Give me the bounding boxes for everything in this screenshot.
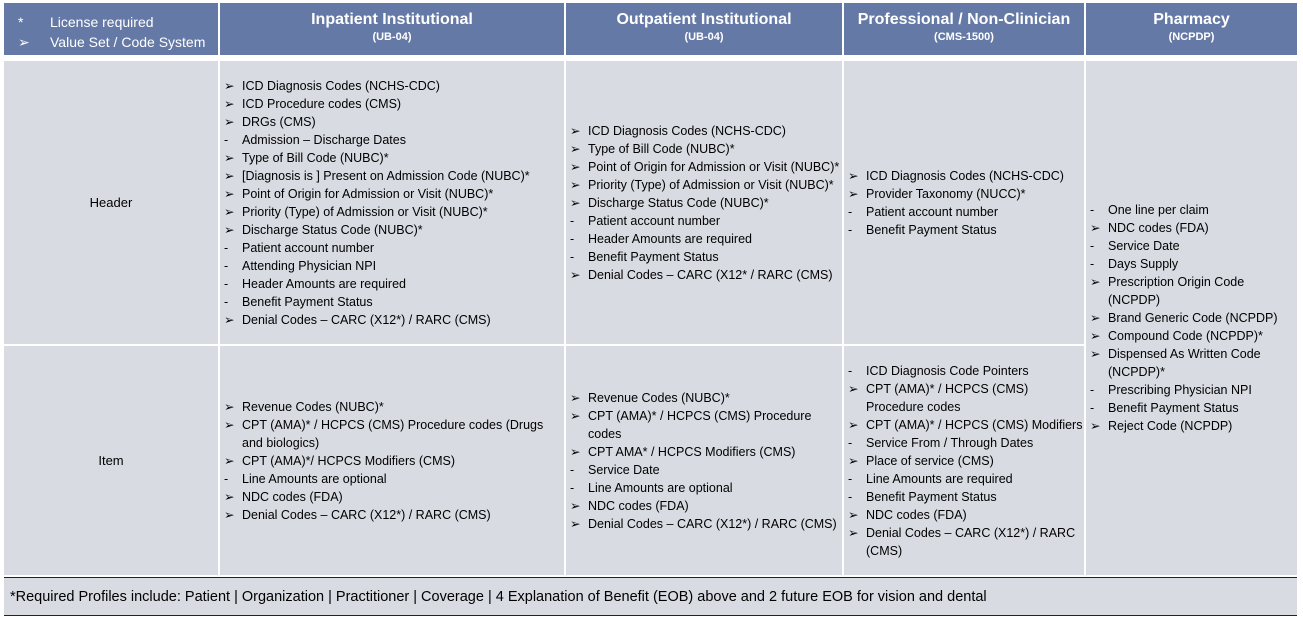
list-item-text: CPT (AMA)* / HCPCS (CMS) Procedure codes (Drugs and biologics)	[242, 417, 544, 450]
list-item	[848, 380, 1084, 416]
arrow-bullet-icon: ➢	[224, 417, 235, 432]
dash-bullet-icon: -	[848, 471, 853, 486]
list-item-text: Denial Codes – CARC (X12*) / RARC (CMS)	[242, 312, 491, 327]
pharmacy-cell	[1086, 61, 1297, 575]
list-item-text: Discharge Status Code (NUBC)*	[242, 222, 423, 237]
list-item	[570, 122, 842, 140]
arrow-bullet-icon: ➢	[224, 186, 235, 201]
list-item	[570, 515, 842, 533]
asterisk-icon: *	[18, 14, 24, 30]
item-professional-cell	[844, 346, 1084, 575]
arrow-bullet-icon: ➢	[570, 159, 581, 174]
header-outpatient-list	[570, 122, 842, 284]
list-item	[1090, 417, 1297, 435]
list-item-text: NDC codes (FDA)	[588, 498, 689, 513]
list-item	[224, 185, 564, 203]
arrow-bullet-icon: ➢	[848, 381, 859, 396]
list-item-text: Patient account number	[588, 213, 721, 228]
dash-bullet-icon: -	[1090, 383, 1095, 397]
list-item-text: Point of Origin for Admission or Visit (NUBC)*	[242, 186, 494, 201]
list-item-text: Service From / Through Dates	[866, 435, 1034, 450]
list-item	[848, 506, 1084, 524]
list-item	[570, 407, 842, 443]
list-item	[570, 158, 842, 176]
list-item	[848, 167, 1084, 185]
list-item	[570, 176, 842, 194]
list-item-text: ICD Diagnosis Codes (NCHS-CDC)	[588, 123, 786, 138]
header-inpatient-list	[224, 77, 564, 329]
list-item	[224, 416, 564, 452]
list-item	[570, 266, 842, 284]
list-item	[570, 194, 842, 212]
column-header-professional: Professional / Non-Clinician (CMS-1500)	[844, 3, 1084, 55]
dash-bullet-icon: -	[848, 489, 853, 504]
legend-item-license: * License required	[18, 14, 154, 30]
arrow-bullet-icon: ➢	[1090, 221, 1101, 235]
list-item-text: Revenue Codes (NUBC)*	[588, 390, 730, 405]
list-item-text: Benefit Payment Status	[866, 489, 997, 504]
list-item	[1090, 219, 1297, 237]
list-item	[570, 497, 842, 515]
dash-bullet-icon: -	[224, 276, 229, 291]
list-item	[570, 461, 842, 479]
column-header-outpatient: Outpatient Institutional (UB-04)	[566, 3, 842, 55]
list-item-text: Place of service (CMS)	[866, 453, 994, 468]
list-item-text: Header Amounts are required	[588, 231, 752, 246]
dash-bullet-icon: -	[1090, 239, 1095, 253]
header-professional-list	[848, 167, 1084, 239]
column-header-inpatient: Inpatient Institutional (UB-04)	[220, 3, 564, 55]
list-item-text: Prescription Origin Code (NCPDP)	[1108, 275, 1245, 307]
list-item	[224, 293, 564, 311]
list-item	[1090, 273, 1297, 309]
list-item-text: ICD Diagnosis Codes (NCHS-CDC)	[242, 78, 440, 93]
list-item-text: Priority (Type) of Admission or Visit (NUBC)*	[242, 204, 488, 219]
list-item	[848, 185, 1084, 203]
arrow-bullet-icon: ➢	[570, 498, 581, 513]
item-inpatient-cell	[220, 346, 564, 575]
list-item-text: Benefit Payment Status	[242, 294, 373, 309]
list-item	[224, 470, 564, 488]
list-item	[1090, 237, 1297, 255]
arrow-bullet-icon: ➢	[570, 444, 581, 459]
list-item-text: Attending Physician NPI	[242, 258, 377, 273]
arrow-bullet-icon: ➢	[224, 312, 235, 327]
list-item-text: Type of Bill Code (NUBC)*	[242, 150, 389, 165]
list-item	[224, 113, 564, 131]
list-item-text: Brand Generic Code (NCPDP)	[1108, 311, 1278, 325]
dash-bullet-icon: -	[1090, 257, 1095, 271]
list-item	[848, 221, 1084, 239]
list-item-text: Denial Codes – CARC (X12*) / RARC (CMS)	[588, 516, 837, 531]
list-item-text: Denial Codes – CARC (X12*) / RARC (CMS)	[242, 507, 491, 522]
arrow-bullet-icon: ➢	[224, 204, 235, 219]
list-item	[224, 167, 564, 185]
arrow-bullet-icon: ➢	[224, 489, 235, 504]
arrow-bullet-icon: ➢	[224, 168, 235, 183]
arrow-bullet-icon: ➢	[1090, 311, 1101, 325]
list-item-text: Line Amounts are optional	[588, 480, 733, 495]
dash-bullet-icon: -	[848, 435, 853, 450]
arrow-bullet-icon: ➢	[570, 267, 581, 282]
list-item-text: Reject Code (NCPDP)	[1108, 419, 1233, 433]
list-item	[848, 470, 1084, 488]
list-item	[570, 248, 842, 266]
list-item-text: DRGs (CMS)	[242, 114, 316, 129]
arrow-bullet-icon: ➢	[848, 417, 859, 432]
dash-bullet-icon: -	[224, 471, 229, 486]
list-item-text: Priority (Type) of Admission or Visit (NUBC)*	[588, 177, 834, 192]
list-item	[848, 362, 1084, 380]
arrow-bullet-icon: ➢	[570, 141, 581, 156]
list-item	[1090, 381, 1297, 399]
list-item-text: [Diagnosis is ] Present on Admission Code (NUBC)*	[242, 168, 530, 183]
list-item	[570, 479, 842, 497]
list-item	[224, 506, 564, 524]
list-item	[224, 275, 564, 293]
list-item-text: CPT AMA* / HCPCS Modifiers (CMS)	[588, 444, 796, 459]
list-item-text: NDC codes (FDA)	[242, 489, 343, 504]
item-outpatient-list	[570, 389, 842, 533]
dash-bullet-icon: -	[224, 294, 229, 309]
list-item	[224, 311, 564, 329]
list-item	[570, 212, 842, 230]
list-item-text: Denial Codes – CARC (X12*) / RARC (CMS)	[866, 525, 1076, 558]
arrow-bullet-icon: ➢	[570, 195, 581, 210]
list-item	[224, 77, 564, 95]
column-header-pharmacy: Pharmacy (NCPDP)	[1086, 3, 1297, 55]
arrow-bullet-icon: ➢	[224, 507, 235, 522]
list-item-text: CPT (AMA)* / HCPCS (CMS) Procedure codes	[866, 381, 1029, 414]
list-item	[224, 398, 564, 416]
arrow-bullet-icon: ➢	[570, 177, 581, 192]
arrow-bullet-icon: ➢	[848, 453, 859, 468]
list-item-text: Provider Taxonomy (NUCC)*	[866, 186, 1026, 201]
arrow-bullet-icon: ➢	[1090, 275, 1101, 289]
dash-bullet-icon: -	[848, 222, 853, 237]
arrow-bullet-icon: ➢	[848, 507, 859, 522]
list-item	[224, 221, 564, 239]
list-item-text: ICD Diagnosis Code Pointers	[866, 363, 1029, 378]
dash-bullet-icon: -	[570, 231, 575, 246]
list-item-text: Service Date	[588, 462, 660, 477]
dash-bullet-icon: -	[1090, 401, 1095, 415]
list-item	[848, 488, 1084, 506]
arrow-bullet-icon: ➢	[224, 114, 235, 129]
arrow-bullet-icon: ➢	[570, 408, 581, 423]
list-item-text: Dispensed As Written Code (NCPDP)*	[1108, 347, 1261, 379]
list-item	[224, 131, 564, 149]
list-item	[1090, 201, 1297, 219]
list-item	[570, 389, 842, 407]
arrow-bullet-icon: ➢	[224, 399, 235, 414]
list-item	[1090, 255, 1297, 273]
list-item	[224, 95, 564, 113]
list-item-text: NDC codes (FDA)	[1108, 221, 1209, 235]
list-item-text: Service Date	[1108, 239, 1180, 253]
arrow-bullet-icon: ➢	[570, 516, 581, 531]
list-item	[848, 524, 1084, 560]
list-item-text: Patient account number	[242, 240, 375, 255]
arrow-bullet-icon: ➢	[18, 34, 30, 50]
list-item-text: CPT (AMA)*/ HCPCS Modifiers (CMS)	[242, 453, 455, 468]
list-item	[848, 203, 1084, 221]
header-inpatient-cell	[220, 61, 564, 344]
list-item	[570, 230, 842, 248]
list-item	[848, 434, 1084, 452]
list-item-text: Benefit Payment Status	[866, 222, 997, 237]
arrow-bullet-icon: ➢	[224, 150, 235, 165]
list-item	[224, 203, 564, 221]
dash-bullet-icon: -	[1090, 203, 1095, 217]
list-item	[224, 257, 564, 275]
row-label-header: Header	[4, 61, 218, 344]
list-item-text: Line Amounts are required	[866, 471, 1013, 486]
list-item	[1090, 345, 1297, 381]
dash-bullet-icon: -	[570, 462, 575, 477]
arrow-bullet-icon: ➢	[1090, 347, 1101, 361]
arrow-bullet-icon: ➢	[224, 453, 235, 468]
pharmacy-list	[1090, 201, 1297, 435]
arrow-bullet-icon: ➢	[1090, 329, 1101, 343]
list-item	[1090, 327, 1297, 345]
list-item	[848, 452, 1084, 470]
list-item	[570, 140, 842, 158]
item-professional-list	[848, 362, 1084, 560]
list-item-text: ICD Procedure codes (CMS)	[242, 96, 402, 111]
dash-bullet-icon: -	[224, 132, 229, 147]
arrow-bullet-icon: ➢	[848, 525, 859, 540]
item-inpatient-list	[224, 398, 564, 524]
list-item	[1090, 399, 1297, 417]
list-item	[570, 443, 842, 461]
legend-item-value-set: ➢ Value Set / Code System	[18, 34, 206, 50]
list-item-text: Discharge Status Code (NUBC)*	[588, 195, 769, 210]
header-professional-cell	[844, 61, 1084, 344]
list-item-text: One line per claim	[1108, 203, 1209, 217]
row-label-item: Item	[4, 346, 218, 575]
footer-note: *Required Profiles include: Patient | Organization | Practitioner | Coverage | 4 Explanation of Benefit (EOB) above and 2 future EOB for vision and dental	[4, 577, 1297, 616]
list-item-text: CPT (AMA)* / HCPCS (CMS) Procedure codes	[588, 408, 812, 441]
arrow-bullet-icon: ➢	[570, 390, 581, 405]
header-outpatient-cell	[566, 61, 842, 344]
item-outpatient-cell	[566, 346, 842, 575]
arrow-bullet-icon: ➢	[224, 96, 235, 111]
list-item-text: CPT (AMA)* / HCPCS (CMS) Modifiers	[866, 417, 1083, 432]
list-item-text: NDC codes (FDA)	[866, 507, 967, 522]
list-item-text: Patient account number	[866, 204, 999, 219]
list-item	[224, 149, 564, 167]
arrow-bullet-icon: ➢	[570, 123, 581, 138]
list-item-text: Header Amounts are required	[242, 276, 406, 291]
arrow-bullet-icon: ➢	[224, 78, 235, 93]
list-item	[224, 239, 564, 257]
list-item-text: Days Supply	[1108, 257, 1179, 271]
list-item-text: Type of Bill Code (NUBC)*	[588, 141, 735, 156]
list-item	[224, 488, 564, 506]
list-item-text: Line Amounts are optional	[242, 471, 387, 486]
list-item-text: Admission – Discharge Dates	[242, 132, 406, 147]
dash-bullet-icon: -	[570, 480, 575, 495]
arrow-bullet-icon: ➢	[848, 168, 859, 183]
legend	[4, 3, 218, 55]
dash-bullet-icon: -	[848, 363, 853, 378]
list-item-text: Denial Codes – CARC (X12* / RARC (CMS)	[588, 267, 833, 282]
list-item-text: Compound Code (NCPDP)*	[1108, 329, 1263, 343]
arrow-bullet-icon: ➢	[224, 222, 235, 237]
dash-bullet-icon: -	[848, 204, 853, 219]
dash-bullet-icon: -	[570, 249, 575, 264]
list-item	[224, 452, 564, 470]
list-item-text: Point of Origin for Admission or Visit (NUBC)*	[588, 159, 840, 174]
dash-bullet-icon: -	[224, 240, 229, 255]
arrow-bullet-icon: ➢	[848, 186, 859, 201]
arrow-bullet-icon: ➢	[1090, 419, 1101, 433]
list-item-text: Benefit Payment Status	[588, 249, 719, 264]
dash-bullet-icon: -	[570, 213, 575, 228]
list-item-text: Revenue Codes (NUBC)*	[242, 399, 384, 414]
list-item-text: Prescribing Physician NPI	[1108, 383, 1252, 397]
list-item	[1090, 309, 1297, 327]
list-item-text: ICD Diagnosis Codes (NCHS-CDC)	[866, 168, 1064, 183]
list-item	[848, 416, 1084, 434]
dash-bullet-icon: -	[224, 258, 229, 273]
list-item-text: Benefit Payment Status	[1108, 401, 1239, 415]
